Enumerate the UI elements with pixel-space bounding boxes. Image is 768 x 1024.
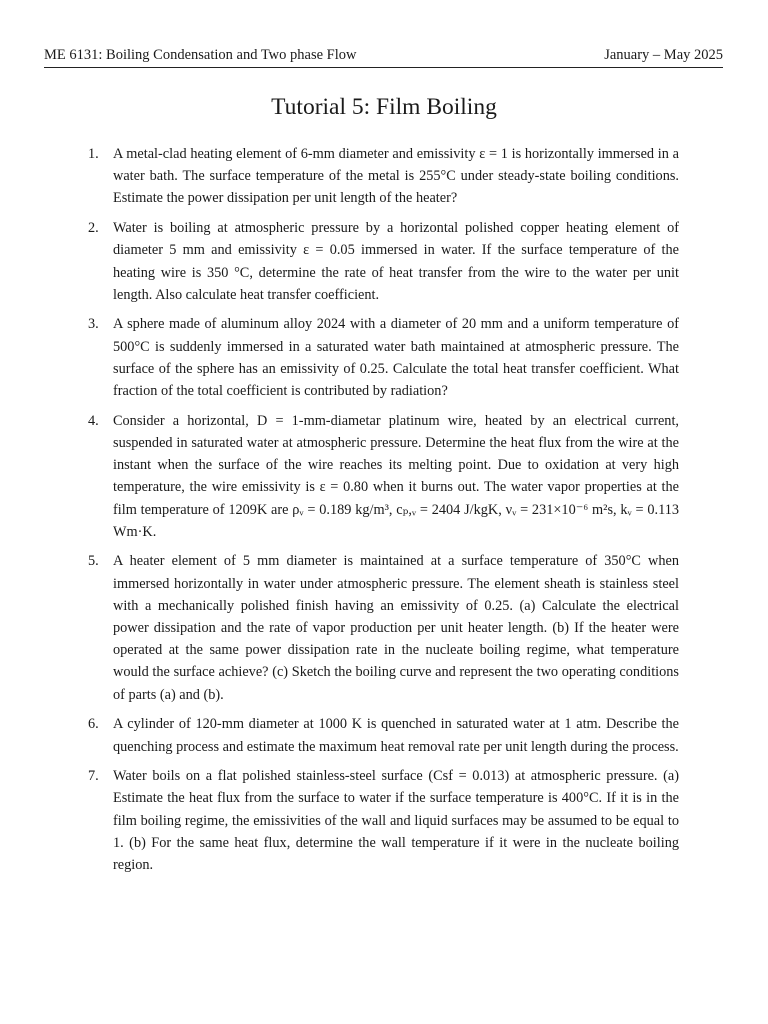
problem-text: Consider a horizontal, D = 1-mm-diametar platinum wire, heated by an electrical current, suspended in saturated water at atmospheric pressure. Determine the heat flux from the wire at the instant when the surface of the wire reaches its melting point. Due to oxidation at very high temperature, the wire emissivity is ε = 0.80 when it burns out. The water vapor properties at the film temperature of 1209K are ρᵥ = 0.189 kg/m³, cₚ,ᵥ = 2404 J/kgK, νᵥ = 231×10⁻⁶ m²s, kᵥ = 0.113 Wm·K. — [113, 412, 679, 540]
problem-5 — [88, 550, 679, 705]
problem-6 — [88, 713, 679, 757]
problem-number: 4. — [88, 412, 99, 429]
problem-number: 6. — [88, 716, 99, 733]
problem-text: Water is boiling at atmospheric pressure by a horizontal polished copper heating element of diameter 5 mm and emissivity ε = 0.05 immersed in water. If the surface temperature of the heating wire is 350 °C, determine the rate of heat transfer from the wire to the water per unit length. Also calculate heat transfer coefficient. — [113, 220, 679, 303]
problem-text: Water boils on a flat polished stainless-steel surface (Csf = 0.013) at atmospheric pressure. (a) Estimate the heat flux from the surface to water if the surface temperature is 400°C. If it is in the film boiling regime, the emissivities of the wall and liquid surfaces may be assumed to be equal to 1. (b) For the same heat flux, determine the wall temperature if it were in the nucleate boiling region. — [113, 768, 679, 874]
problem-number: 5. — [88, 553, 99, 570]
problem-1 — [88, 143, 679, 210]
problem-2 — [88, 217, 679, 306]
problem-3 — [88, 313, 679, 402]
problem-text: A cylinder of 120-mm diameter at 1000 K is quenched in saturated water at 1 atm. Describe the quenching process and estimate the maximum heat removal rate per unit length during the process. — [113, 716, 679, 755]
problem-list — [88, 143, 679, 884]
problem-text: A sphere made of aluminum alloy 2024 with a diameter of 20 mm and a uniform temperature of 500°C is suddenly immersed in a saturated water bath maintained at atmospheric pressure. The surface of the sphere has an emissivity of 0.25. Calculate the total heat transfer coefficient. What fraction of the total coefficient is contributed by radiation? — [113, 316, 679, 400]
problem-number: 3. — [88, 316, 99, 333]
problem-text: A heater element of 5 mm diameter is maintained at a surface temperature of 350°C when immersed horizontally in water under atmospheric pressure. The element sheath is stainless steel with a mechanically polished finish having an emissivity of 0.25. (a) Calculate the electrical power dissipation and the rate of vapor production per unit heater length. (b) If the heater were operated at the same power dissipation rate in the nucleate boiling regime, what temperature would the surface achieve? (c) Sketch the boiling curve and represent the two operating conditions of parts (a) and (b). — [113, 553, 679, 703]
problem-4 — [88, 410, 679, 543]
problem-7 — [88, 765, 679, 876]
problem-number: 2. — [88, 220, 99, 237]
problem-number: 7. — [88, 768, 99, 785]
page-title: Tutorial 5: Film Boiling — [271, 94, 497, 120]
page-header — [44, 46, 723, 68]
term-dates: January – May 2025 — [604, 47, 723, 63]
course-title: ME 6131: Boiling Condensation and Two phase Flow — [44, 47, 357, 63]
problem-text: A metal-clad heating element of 6-mm diameter and emissivity ε = 1 is horizontally immersed in a water bath. The surface temperature of the metal is 255°C under steady-state boiling conditions. Estimate the power dissipation per unit length of the heater? — [113, 146, 679, 207]
problem-number: 1. — [88, 146, 99, 162]
